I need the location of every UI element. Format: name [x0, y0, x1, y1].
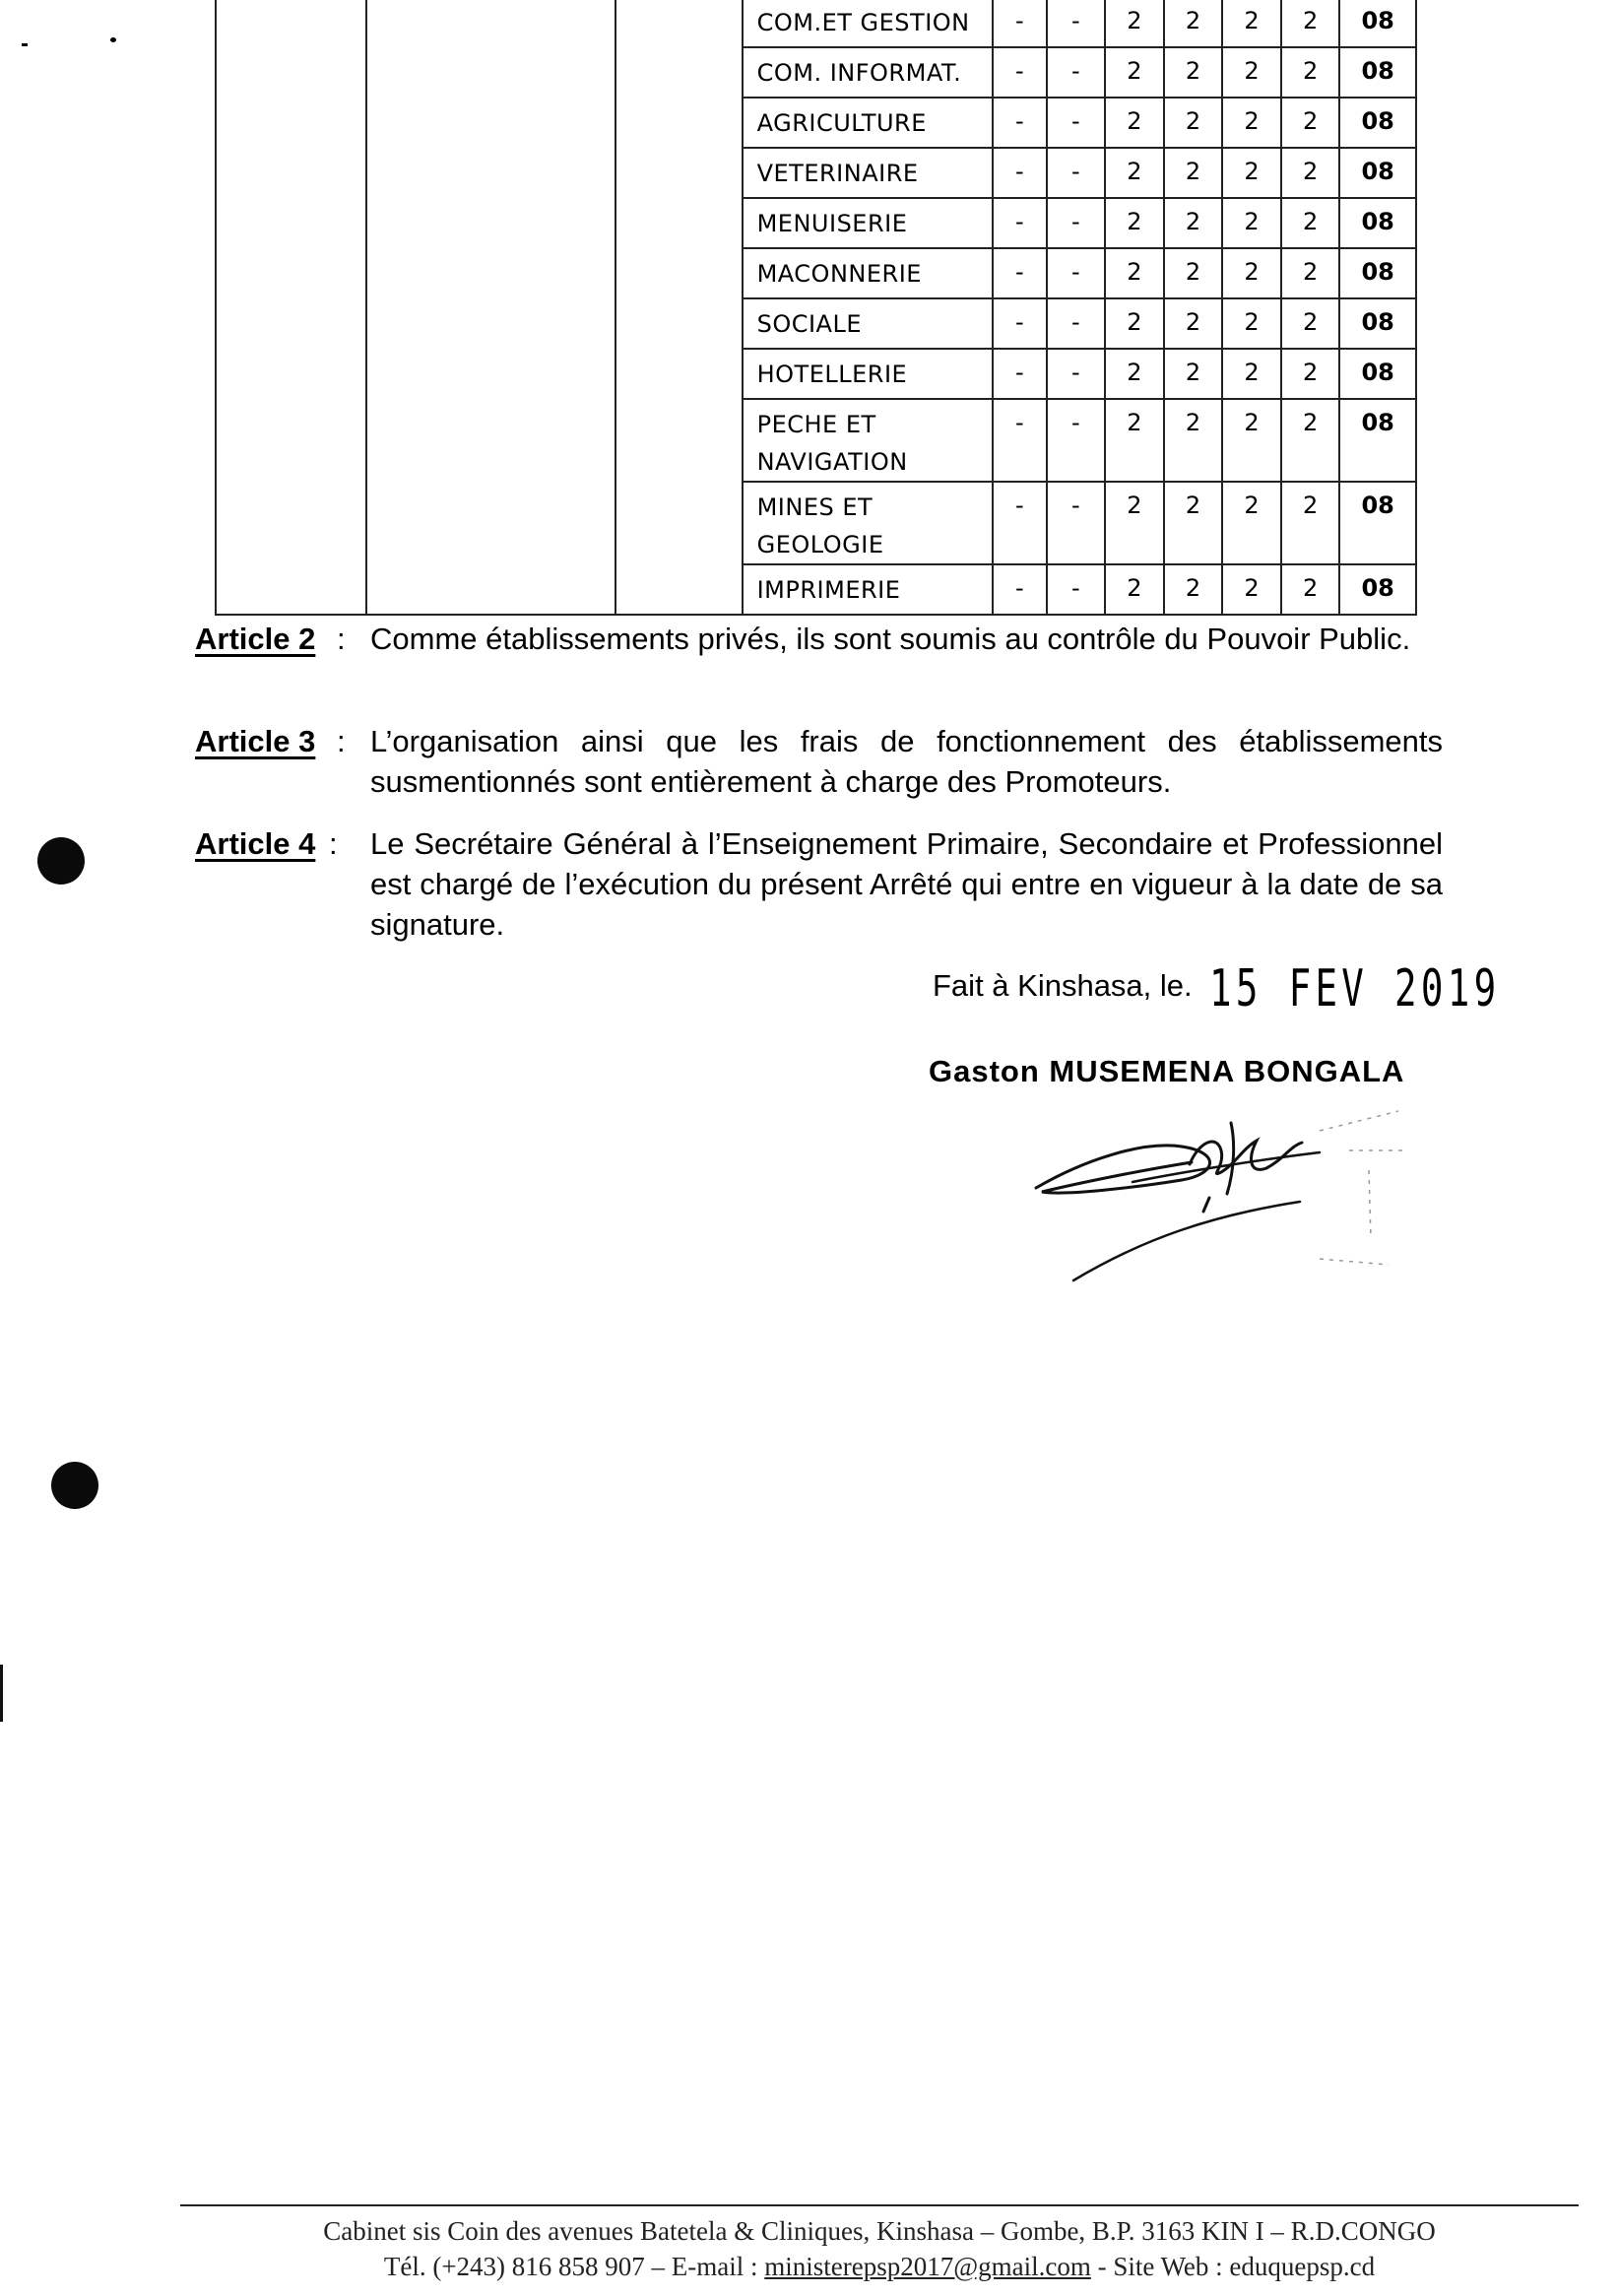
empty-cell [615, 148, 743, 198]
empty-cell [366, 148, 615, 198]
count-cell: 2 [1222, 399, 1281, 482]
empty-cell [615, 298, 743, 349]
count-cell: - [993, 349, 1047, 399]
empty-cell [615, 248, 743, 298]
total-cell: 08 [1339, 148, 1416, 198]
count-cell: 2 [1222, 148, 1281, 198]
footer-rule [180, 2204, 1579, 2206]
count-cell: - [993, 148, 1047, 198]
footer-address: Cabinet sis Coin des avenues Batetela & Cliniques, Kinshasa – Gombe, B.P. 3163 KIN I – R.D.CONGO [323, 2216, 1436, 2246]
count-cell: 2 [1164, 564, 1223, 615]
place-of-signature: Fait à Kinshasa, le. [933, 968, 1193, 1003]
empty-cell [615, 349, 743, 399]
empty-cell [366, 198, 615, 248]
count-cell: 2 [1222, 248, 1281, 298]
filiere-cell: MENUISERIE [743, 198, 993, 248]
count-cell: - [993, 399, 1047, 482]
filiere-cell: SOCIALE [743, 298, 993, 349]
empty-cell [366, 47, 615, 98]
count-cell: - [1047, 198, 1106, 248]
count-cell: 2 [1105, 399, 1164, 482]
count-cell: 2 [1281, 349, 1340, 399]
article-text: Le Secrétaire Général à l’Enseignement Primaire, Secondaire et Professionnel est chargé de l’exécution du présent Arrêté qui entre en vigueur à la date de sa signature. [370, 826, 1443, 942]
empty-cell [366, 98, 615, 148]
scan-mark [22, 43, 28, 46]
count-cell: 2 [1281, 47, 1340, 98]
footer-contact [180, 2252, 1579, 2282]
count-cell: 2 [1105, 564, 1164, 615]
empty-cell [216, 298, 366, 349]
empty-cell [615, 564, 743, 615]
count-cell: 2 [1164, 349, 1223, 399]
total-cell: 08 [1339, 349, 1416, 399]
total-cell: 08 [1339, 98, 1416, 148]
count-cell: - [993, 248, 1047, 298]
schools-table [215, 7, 1417, 604]
article-3 [195, 721, 1443, 802]
count-cell: - [993, 0, 1047, 47]
count-cell: - [1047, 98, 1106, 148]
empty-cell [216, 399, 366, 482]
empty-cell [366, 298, 615, 349]
count-cell: - [1047, 0, 1106, 47]
empty-cell [366, 349, 615, 399]
article-label: Article 3 [195, 724, 316, 758]
count-cell: - [1047, 349, 1106, 399]
count-cell: 2 [1164, 0, 1223, 47]
empty-cell [615, 399, 743, 482]
table-row [216, 349, 1416, 399]
count-cell: 2 [1222, 298, 1281, 349]
count-cell: 2 [1105, 248, 1164, 298]
count-cell: - [993, 564, 1047, 615]
table-row [216, 298, 1416, 349]
count-cell: 2 [1164, 399, 1223, 482]
table-row [216, 47, 1416, 98]
count-cell: 2 [1281, 148, 1340, 198]
article-text: Comme établissements privés, ils sont soumis au contrôle du Pouvoir Public. [370, 622, 1411, 656]
filiere-cell: COM.ET GESTION [743, 0, 993, 47]
punch-hole [37, 837, 85, 885]
count-cell: 2 [1164, 98, 1223, 148]
count-cell: 2 [1105, 349, 1164, 399]
empty-cell [216, 98, 366, 148]
table-row [216, 248, 1416, 298]
count-cell: 2 [1222, 47, 1281, 98]
filiere-cell: MINES ET GEOLOGIE [743, 482, 993, 564]
total-cell: 08 [1339, 564, 1416, 615]
empty-cell [366, 564, 615, 615]
table-row [216, 564, 1416, 615]
total-cell: 08 [1339, 482, 1416, 564]
signatory-name: Gaston MUSEMENA BONGALA [929, 1054, 1405, 1088]
table-row [216, 0, 1416, 47]
count-cell: 2 [1105, 98, 1164, 148]
empty-cell [615, 47, 743, 98]
empty-cell [216, 0, 366, 47]
filiere-cell: HOTELLERIE [743, 349, 993, 399]
count-cell: - [993, 98, 1047, 148]
article-label: Article 2 [195, 622, 316, 656]
count-cell: 2 [1281, 564, 1340, 615]
count-cell: 2 [1222, 98, 1281, 148]
filiere-cell: PECHE ET NAVIGATION [743, 399, 993, 482]
count-cell: 2 [1281, 198, 1340, 248]
empty-cell [216, 47, 366, 98]
empty-cell [366, 248, 615, 298]
empty-cell [615, 0, 743, 47]
article-text: L’organisation ainsi que les frais de fonctionnement des établissements susmentionnés sont entièrement à charge des Promoteurs. [370, 724, 1443, 799]
count-cell: - [1047, 399, 1106, 482]
filiere-cell: VETERINAIRE [743, 148, 993, 198]
count-cell: 2 [1281, 0, 1340, 47]
filiere-grid [215, 0, 1417, 616]
count-cell: - [1047, 298, 1106, 349]
article-4 [195, 823, 1443, 946]
count-cell: - [1047, 564, 1106, 615]
empty-cell [216, 248, 366, 298]
count-cell: 2 [1105, 148, 1164, 198]
count-cell: 2 [1164, 298, 1223, 349]
date-stamp: 15 FEV 2019 [1209, 959, 1501, 1018]
count-cell: 2 [1281, 298, 1340, 349]
total-cell: 08 [1339, 198, 1416, 248]
count-cell: 2 [1105, 0, 1164, 47]
count-cell: 2 [1281, 482, 1340, 564]
total-cell: 08 [1339, 399, 1416, 482]
count-cell: 2 [1281, 248, 1340, 298]
count-cell: 2 [1105, 482, 1164, 564]
count-cell: 2 [1164, 482, 1223, 564]
empty-cell [615, 482, 743, 564]
count-cell: 2 [1222, 482, 1281, 564]
count-cell: - [993, 298, 1047, 349]
total-cell: 08 [1339, 248, 1416, 298]
punch-hole [51, 1462, 98, 1509]
count-cell: 2 [1281, 98, 1340, 148]
filiere-cell: IMPRIMERIE [743, 564, 993, 615]
filiere-cell: COM. INFORMAT. [743, 47, 993, 98]
scan-mark [110, 37, 116, 42]
empty-cell [615, 98, 743, 148]
count-cell: 2 [1222, 198, 1281, 248]
footer-website[interactable]: eduquepsp.cd [1229, 2252, 1376, 2281]
count-cell: 2 [1222, 564, 1281, 615]
footer-tel: Tél. (+243) 816 858 907 – E-mail : [383, 2252, 765, 2281]
empty-cell [366, 482, 615, 564]
count-cell: 2 [1222, 0, 1281, 47]
total-cell: 08 [1339, 0, 1416, 47]
table-row [216, 399, 1416, 482]
empty-cell [615, 198, 743, 248]
filiere-cell: MACONNERIE [743, 248, 993, 298]
table-row [216, 98, 1416, 148]
empty-cell [366, 0, 615, 47]
article-separator: : [337, 622, 346, 656]
article-label: Article 4 [195, 826, 316, 861]
empty-cell [216, 349, 366, 399]
article-separator: : [337, 724, 346, 758]
footer-web-prefix: - Site Web : [1090, 2252, 1230, 2281]
table-row [216, 482, 1416, 564]
empty-cell [216, 148, 366, 198]
total-cell: 08 [1339, 298, 1416, 349]
empty-cell [366, 399, 615, 482]
count-cell: - [993, 198, 1047, 248]
empty-cell [216, 564, 366, 615]
count-cell: - [1047, 47, 1106, 98]
count-cell: 2 [1105, 47, 1164, 98]
count-cell: 2 [1105, 198, 1164, 248]
filiere-cell: AGRICULTURE [743, 98, 993, 148]
count-cell: 2 [1281, 399, 1340, 482]
article-2 [195, 619, 1443, 699]
handwritten-signature [1024, 1091, 1408, 1298]
count-cell: - [993, 47, 1047, 98]
total-cell: 08 [1339, 47, 1416, 98]
count-cell: 2 [1164, 248, 1223, 298]
count-cell: - [1047, 482, 1106, 564]
empty-cell [216, 198, 366, 248]
article-separator: : [329, 826, 338, 861]
count-cell: - [993, 482, 1047, 564]
empty-cell [216, 482, 366, 564]
table-row [216, 148, 1416, 198]
table-row [216, 198, 1416, 248]
count-cell: - [1047, 148, 1106, 198]
scan-edge-line [0, 1665, 3, 1722]
count-cell: 2 [1105, 298, 1164, 349]
count-cell: 2 [1164, 148, 1223, 198]
count-cell: 2 [1222, 349, 1281, 399]
footer-email-link[interactable]: ministerepsp2017@gmail.com [764, 2252, 1091, 2281]
count-cell: - [1047, 248, 1106, 298]
count-cell: 2 [1164, 198, 1223, 248]
count-cell: 2 [1164, 47, 1223, 98]
